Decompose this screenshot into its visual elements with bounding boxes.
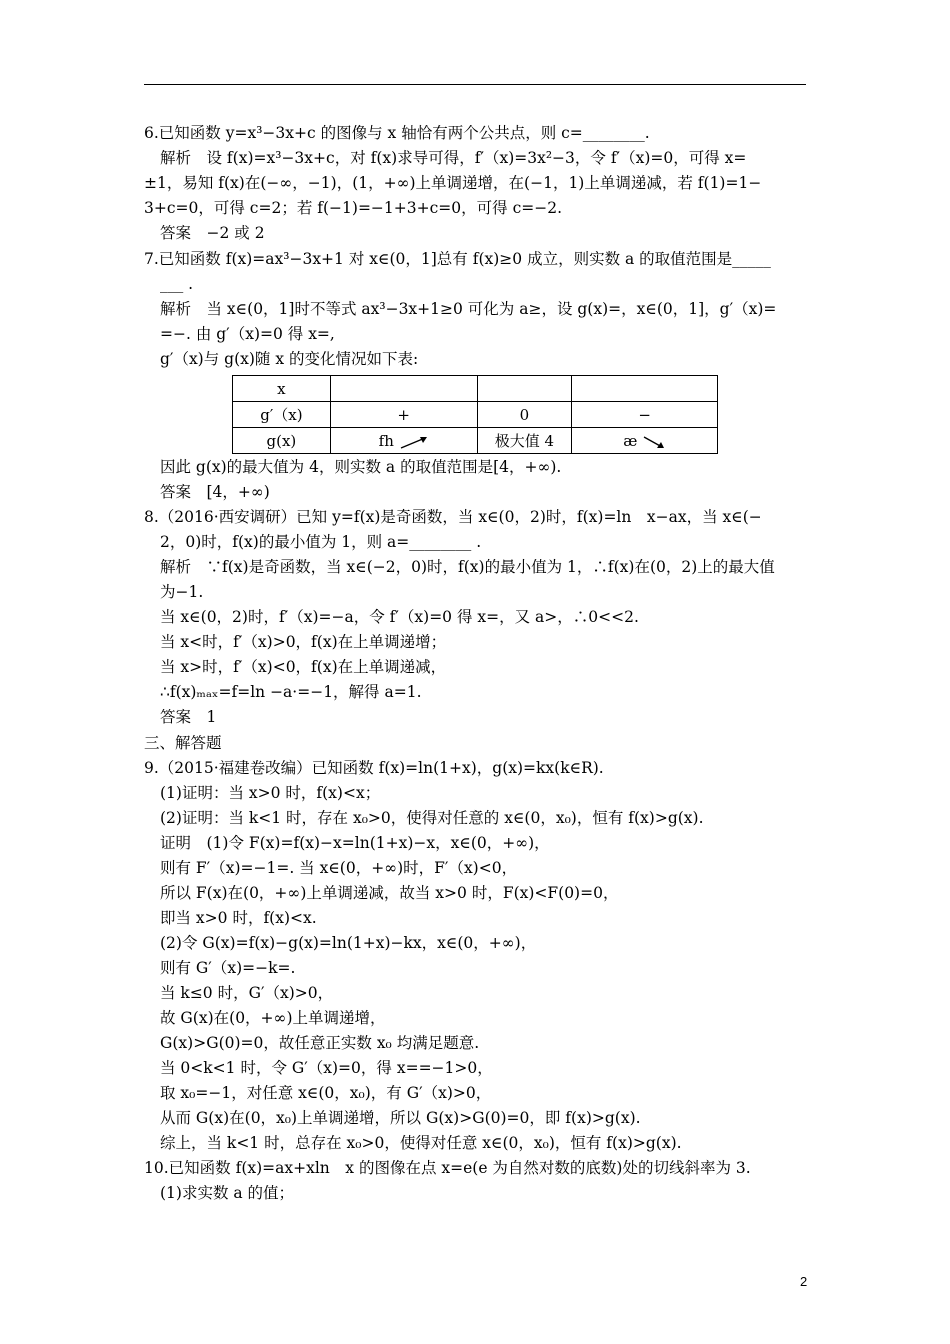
q10-text: 10.已知函数 f(x)=ax+xln x 的图像在点 x=e(e 为自然对数的底数)处的切线斜率为 3. <box>144 1159 751 1177</box>
section-heading: 三、解答题 <box>144 734 222 752</box>
q9-proof-11: 取 x₀=−1，对任意 x∈(0，x₀)，有 G′（x)>0， <box>160 1084 492 1102</box>
table-cell: g′（x) <box>233 402 331 428</box>
variation-table <box>232 375 718 454</box>
q7-text-2: ___ . <box>160 275 194 293</box>
q9-proof-5: (2)令 G(x)=f(x)−g(x)=ln(1+x)−kx，x∈(0，+∞)， <box>160 934 537 952</box>
q9-part-2: (2)证明：当 k<1 时，存在 x₀>0，使得对任意的 x∈(0，x₀)，恒有 f(x)>g(x). <box>160 809 704 827</box>
q9-proof-12: 从而 G(x)在(0，x₀)上单调递增，所以 G(x)>G(0)=0，即 f(x)>g(x). <box>160 1109 641 1127</box>
q8-solution-6: ∴f(x)ₘₐₓ=f=ln −a·=−1，解得 a=1. <box>160 683 422 701</box>
table-cell <box>477 376 572 402</box>
q8-answer: 答案 1 <box>160 708 217 726</box>
q9-proof-10: 当 0<k<1 时，令 G′（x)=0，得 x==−1>0， <box>160 1059 493 1077</box>
q7-solution-1: 解析 当 x∈(0，1]时不等式 ax³−3x+1≥0 可化为 a≥，设 g(x)=，x∈(0，1]，g′（x)= <box>160 300 777 318</box>
arrow-up-right-icon <box>399 434 429 450</box>
table-cell: 0 <box>477 402 572 428</box>
q8-solution-4: 当 x<时，f′（x)>0，f(x)在上单调递增； <box>160 633 447 651</box>
table-cell <box>330 376 477 402</box>
q8-solution-1: 解析 ∵f(x)是奇函数，当 x∈(−2，0)时，f(x)的最小值为 1，∴f(x)在(0，2)上的最大值 <box>160 558 775 576</box>
table-row <box>233 376 718 402</box>
table-cell: + <box>330 402 477 428</box>
q9-proof-9: G(x)>G(0)=0，故任意正实数 x₀ 均满足题意. <box>160 1034 480 1052</box>
table-cell: 极大值 4 <box>477 428 572 454</box>
q9-proof-2: 则有 F′（x)=−1=. 当 x∈(0，+∞)时，F′（x)<0， <box>160 859 518 877</box>
table-cell: x <box>233 376 331 402</box>
table-cell: − <box>572 402 718 428</box>
header-rule <box>144 84 806 85</box>
q9-proof-8: 故 G(x)在(0，+∞)上单调递增， <box>160 1009 386 1027</box>
q7-solution-2: =−. 由 g′（x)=0 得 x=, <box>160 325 335 343</box>
table-cell <box>572 428 718 454</box>
decreasing-label: æ <box>623 431 638 450</box>
q7-solution-3: g′（x)与 g(x)随 x 的变化情况如下表: <box>160 350 419 368</box>
q9-proof-13: 综上，当 k<1 时，总存在 x₀>0，使得对任意 x∈(0，x₀)，恒有 f(x)>g(x). <box>160 1134 682 1152</box>
q6-solution-1: 解析 设 f(x)=x³−3x+c，对 f(x)求导可得，f′（x)=3x²−3，令 f′（x)=0，可得 x= <box>160 149 747 167</box>
q9-part-1: (1)证明：当 x>0 时，f(x)<x； <box>160 784 381 802</box>
arrow-down-right-icon <box>642 434 666 450</box>
q9-proof-6: 则有 G′（x)=−k=. <box>160 959 296 977</box>
q10-part-1: (1)求实数 a 的值； <box>160 1184 295 1202</box>
q7-solution-4: 因此 g(x)的最大值为 4，则实数 a 的取值范围是[4，+∞). <box>160 458 562 476</box>
table-row <box>233 402 718 428</box>
q7-text-1: 7.已知函数 f(x)=ax³−3x+1 对 x∈(0，1]总有 f(x)≥0 成立，则实数 a 的取值范围是_____ <box>144 250 771 268</box>
table-row <box>233 428 718 454</box>
q6-text: 6.已知函数 y=x³−3x+c 的图像与 x 轴恰有两个公共点，则 c=________. <box>144 124 650 142</box>
q8-solution-2: 为−1. <box>160 583 204 601</box>
q7-answer: 答案 [4，+∞) <box>160 483 270 501</box>
table-cell <box>330 428 477 454</box>
q6-answer: 答案 −2 或 2 <box>160 224 265 242</box>
q8-text-2: 2，0)时，f(x)的最小值为 1，则 a=________ . <box>160 533 482 551</box>
q9-proof-7: 当 k≤0 时，G′（x)>0， <box>160 984 334 1002</box>
q9-proof-4: 即当 x>0 时，f(x)<x. <box>160 909 317 927</box>
table-cell <box>572 376 718 402</box>
q9-proof-3: 所以 F(x)在(0，+∞)上单调递减，故当 x>0 时，F(x)<F(0)=0， <box>160 884 619 902</box>
q6-solution-3: 3+c=0，可得 c=2；若 f(−1)=−1+3+c=0，可得 c=−2. <box>144 199 563 217</box>
q9-proof-1: 证明 (1)令 F(x)=f(x)−x=ln(1+x)−x，x∈(0，+∞)， <box>160 834 550 852</box>
q8-text-1: 8.（2016·西安调研）已知 y=f(x)是奇函数，当 x∈(0，2)时，f(x)=ln x−ax，当 x∈(− <box>144 508 762 526</box>
increasing-label: fh <box>378 431 394 450</box>
q6-solution-2: ±1，易知 f(x)在(−∞，−1)，(1，+∞)上单调递增，在(−1，1)上单调递减，若 f(1)=1− <box>144 174 762 192</box>
q8-solution-5: 当 x>时，f′（x)<0，f(x)在上单调递减， <box>160 658 447 676</box>
q9-text: 9.（2015·福建卷改编）已知函数 f(x)=ln(1+x)，g(x)=kx(k∈R). <box>144 759 604 777</box>
page-number: 2 <box>800 1274 808 1289</box>
q8-solution-3: 当 x∈(0，2)时，f′（x)=−a，令 f′（x)=0 得 x=，又 a>，∴0<<2. <box>160 608 639 626</box>
table-cell: g(x) <box>233 428 331 454</box>
